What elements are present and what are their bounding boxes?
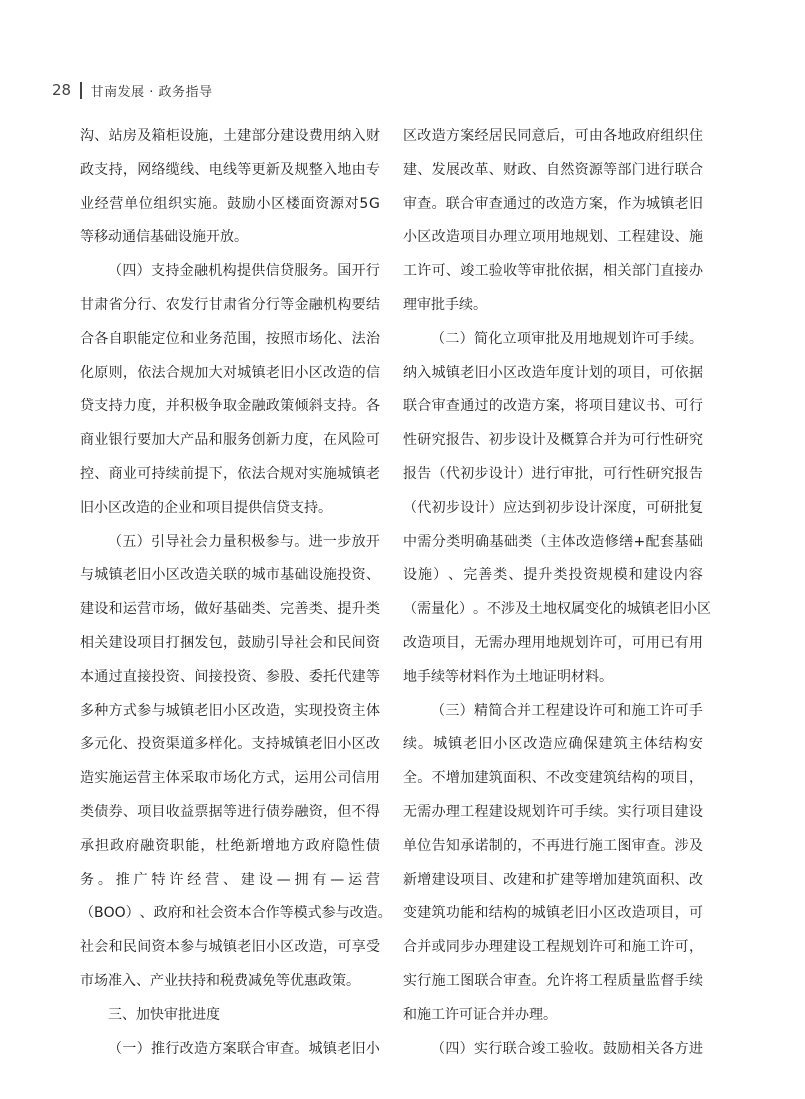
text-line: 纳 入 城 镇 老 旧 小 区 改 造 年 度 计 划 的 项 目 ， 可 依 据 [403,364,703,381]
text-line: （ B O O ） 、 政 府 和 社 会 资 本 合 作 等 模 式 参 与 改 造 。 [80,905,392,922]
text-line: 联 合 审 查 通 过 的 改 造 方 案 ， 将 项 目 建 议 书 、 可 行 [403,398,703,415]
text-line: 无 需 办 理 工 程 建 设 规 划 许 可 手 续 。 实 行 项 目 建 设 [403,803,703,820]
text-line: 区 改 造 方 案 经 居 民 同 意 后 ， 可 由 各 地 政 府 组 织 住 [403,128,703,144]
text-line: 社 会 和 民 间 资 本 参 与 城 镇 老 旧 小 区 改 造 ， 可 享 受 [80,939,380,956]
text-line: 性 研 究 报 告 、 初 步 设 计 及 概 算 合 并 为 可 行 性 研 究 [403,432,703,449]
text-line: 中 需 分 类 明 确 基 础 类 （ 主 体 改 造 修 缮 + 配 套 基 础 [403,533,703,550]
text-line: 实 行 施 工 图 联 合 审 查 。 允 许 将 工 程 质 量 监 督 手 续 [403,972,703,989]
text-line: 旧小区改造的企业和项目提供信贷支持。 [80,499,332,516]
section-heading-line: （ 五 ） 引 导 社 会 力 量 积 极 参 与 。 进 一 步 放 开 [108,533,380,550]
text-line: 市场准入、产业扶持和税费减免等优惠政策。 [80,972,360,989]
text-line: 单 位 告 知 承 诺 制 的 ， 不 再 进 行 施 工 图 审 查 。 涉 及 [403,837,703,854]
text-line: 和施工许可证合并办理。 [403,1006,557,1023]
text-line: 审 查 。 联 合 审 查 通 过 的 改 造 方 案 ， 作 为 城 镇 老 旧 [403,195,703,212]
section-heading-line: （ 四 ） 支 持 金 融 机 构 提 供 信 贷 服 务 。 国 开 行 [108,263,380,280]
text-line: 沟 、 站 房 及 箱 柜 设 施 ， 土 建 部 分 建 设 费 用 纳 入 财 [80,128,380,144]
text-line: 商 业 银 行 要 加 大 产 品 和 服 务 创 新 力 度 ， 在 风 险 可 [80,432,380,449]
page-header [52,79,213,101]
text-line: 化 原 则 ， 依 法 合 规 加 大 对 城 镇 老 旧 小 区 改 造 的 信 [80,364,380,381]
text-line: 本 通 过 直 接 投 资 、 间 接 投 资 、 参 股 、 委 托 代 建 等 [80,668,380,685]
text-line: 等移动通信基础设施开放。 [80,229,248,246]
text-line: 建 、 发 展 改 革 、 财 政 、 自 然 资 源 等 部 门 进 行 联 合 [403,161,703,178]
text-line: 新 增 建 设 项 目 、 改 建 和 扩 建 等 增 加 建 筑 面 积 、 改 [403,871,703,888]
text-line: 控 、 商 业 可 持 续 前 提 下 ， 依 法 合 规 对 实 施 城 镇 老 [80,465,380,482]
text-line: 工 许 可 、 竣 工 验 收 等 审 批 依 据 ， 相 关 部 门 直 接 办 [403,263,703,280]
text-line: （ 需 量 化 ） 。 不 涉 及 土 地 权 属 变 化 的 城 镇 老 旧 小 区 [403,601,711,618]
text-line: 造 实 施 运 营 主 体 采 取 市 场 化 方 式 ， 运 用 公 司 信 用 [80,770,380,787]
text-line: 类 债 券 、 项 目 收 益 票 据 等 进 行 债 券 融 资 ， 但 不 得 [80,803,380,820]
chapter-heading: 三、加快审批进度 [108,1006,220,1023]
text-line: 政 支 持 ， 网 络 缆 线 、 电 线 等 更 新 及 规 整 入 地 由 专 [80,161,380,178]
text-line: 小 区 改 造 项 目 办 理 立 项 用 地 规 划 、 工 程 建 设 、 施 [403,229,703,246]
left-column [80,120,392,1066]
text-line: 理审批手续。 [403,296,487,313]
text-line: 多 元 化 、 投 资 渠 道 多 样 化 。 支 持 城 镇 老 旧 小 区 改 [80,736,380,753]
section-heading-line: （ 三 ） 精 简 合 并 工 程 建 设 许 可 和 施 工 许 可 手 [431,702,703,719]
journal-title: 甘南发展 · 政务指导 [90,84,213,100]
section-heading-line: （ 二 ） 简 化 立 项 审 批 及 用 地 规 划 许 可 手 续 。 [431,330,703,347]
page-number: 28 [52,81,72,99]
text-line: 承 担 政 府 融 资 职 能 ， 杜 绝 新 增 地 方 政 府 隐 性 债 [80,837,380,854]
section-heading-line: （ 一 ） 推 行 改 造 方 案 联 合 审 查 。 城 镇 老 旧 小 [108,1040,380,1057]
text-line: 合 并 或 同 步 办 理 建 设 工 程 规 划 许 可 和 施 工 许 可 ， [403,939,703,956]
text-line: 合 各 自 职 能 定 位 和 业 务 范 围 ， 按 照 市 场 化 、 法 治 [80,330,380,347]
text-line: （ 代 初 步 设 计 ） 应 达 到 初 步 设 计 深 度 ， 可 研 批 复 [403,499,703,516]
right-column [403,120,711,1066]
text-line: 相 关 建 设 项 目 打 捆 发 包 ， 鼓 励 引 导 社 会 和 民 间 资 [80,634,380,651]
text-line: 全 。 不 增 加 建 筑 面 积 、 不 改 变 建 筑 结 构 的 项 目 ， [403,770,703,787]
text-line: 变 建 筑 功 能 和 结 构 的 城 镇 老 旧 小 区 改 造 项 目 ， 可 [403,905,703,922]
text-line: 务 。 推 广 特 许 经 营 、 建 设 — 拥 有 — 运 营 [80,871,380,888]
header-divider [80,82,82,99]
text-line: 甘 肃 省 分 行 、 农 发 行 甘 肃 省 分 行 等 金 融 机 构 要 结 [80,296,380,313]
text-line: 改 造 项 目 ， 无 需 办 理 用 地 规 划 许 可 ， 可 用 已 有 用 [403,634,703,651]
text-line: 贷 支 持 力 度 ， 并 积 极 争 取 金 融 政 策 倾 斜 支 持 。 各 [80,398,380,415]
text-line: 多 种 方 式 参 与 城 镇 老 旧 小 区 改 造 ， 实 现 投 资 主 体 [80,702,380,719]
text-line: 建 设 和 运 营 市 场 ， 做 好 基 础 类 、 完 善 类 、 提 升 类 [80,601,380,618]
section-heading-line: （ 四 ） 实 行 联 合 竣 工 验 收 。 鼓 励 相 关 各 方 进 [431,1040,703,1057]
text-line: 与 城 镇 老 旧 小 区 改 造 关 联 的 城 市 基 础 设 施 投 资 、 [80,567,380,584]
text-line: 设 施 ） 、 完 善 类 、 提 升 类 投 资 规 模 和 建 设 内 容 [403,567,703,584]
text-line: 业 经 营 单 位 组 织 实 施 。 鼓 励 小 区 楼 面 资 源 对 5 G [80,195,380,212]
text-line: 续 。 城 镇 老 旧 小 区 改 造 应 确 保 建 筑 主 体 结 构 安 [403,736,703,753]
text-line: 报 告 （ 代 初 步 设 计 ） 进 行 审 批 ， 可 行 性 研 究 报 告 [403,465,703,482]
text-line: 地手续等材料作为土地证明材料。 [403,668,613,685]
